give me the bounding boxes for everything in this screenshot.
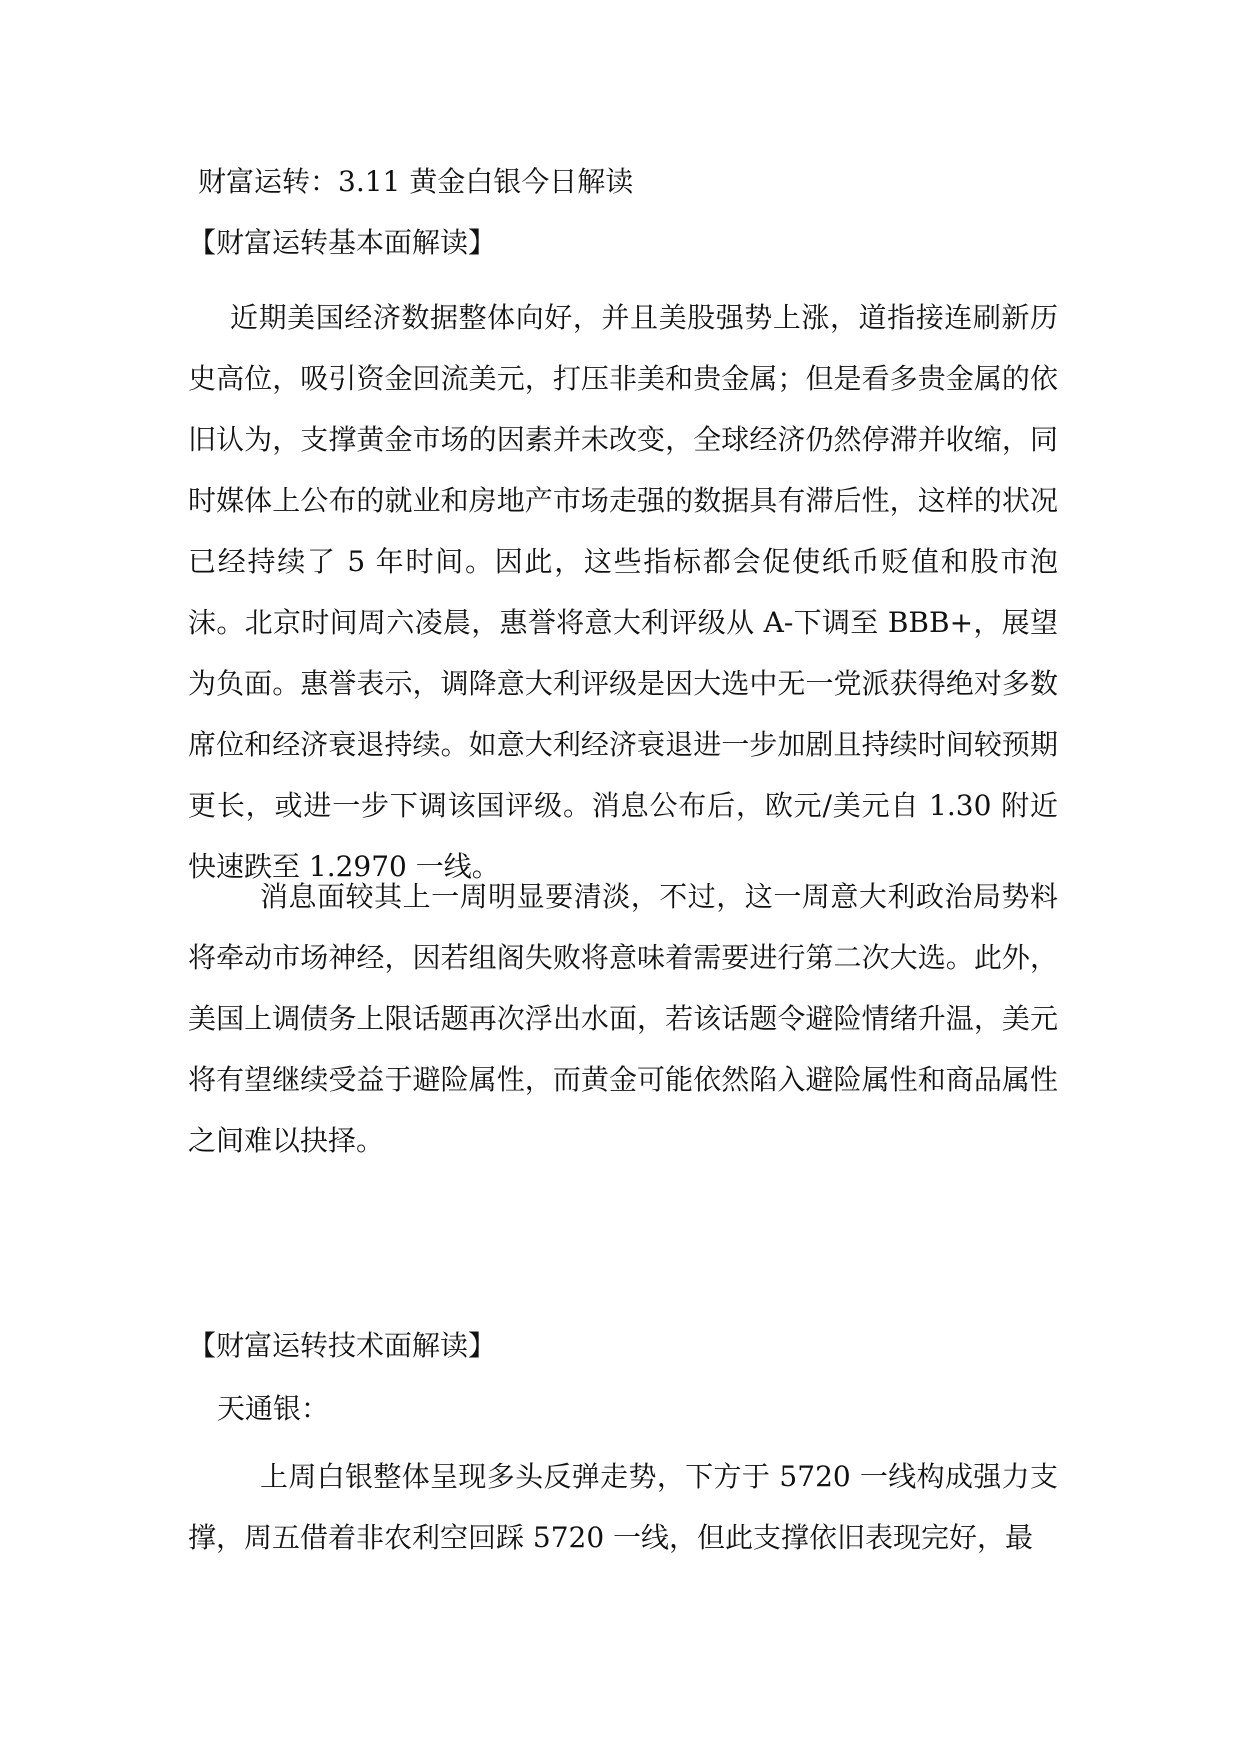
silver-label: 天通银： [217,1392,330,1425]
technical-paragraph: 上周白银整体呈现多头反弹走势，下方于 5720 一线构成强力支撑，周五借着非农利空回踩 5720 一线，但此支撑依旧表现完好，最 [188,1460,1058,1554]
fundamental-paragraph-1: 近期美国经济数据整体向好，并且美股强势上涨，道指接连刷新历史高位，吸引资金回流美元，打压非美和贵金属；但是看多贵金属的依旧认为，支撑黄金市场的因素并未改变，全球经济仍然停滞并收缩，同时媒体上公布的就业和房地产市场走强的数据具有滞后性，这样的状况已经持续了 5 年时间。因此，这些指标都会促使纸币贬值和股市泡沫。北京时间周六凌晨，惠誉将意大利评级从 A-下调至 BBB+，展望为负面。惠誉表示，调降意大利评级是因大选中无一党派获得绝对多数席位和经济衰退持续。如意大利经济衰退进一步加剧且持续时间较预期更长，或进一步下调该国评级。消息公布后，欧元/美元自 1.30 附近快速跌至 1.2970 一线。 [188,301,1058,883]
fundamental-analysis-heading: 【财富运转基本面解读】 [188,226,497,259]
technical-analysis-heading: 【财富运转技术面解读】 [188,1329,497,1362]
document-title: 财富运转：3.11 黄金白银今日解读 [198,165,634,198]
fundamental-paragraph-2: 消息面较其上一周明显要清淡，不过，这一周意大利政治局势料将牵动市场神经，因若组阁失败将意味着需要进行第二次大选。此外，美国上调债务上限话题再次浮出水面，若该话题令避险情绪升温，美元将有望继续受益于避险属性，而黄金可能依然陷入避险属性和商品属性之间难以抉择。 [188,880,1058,1157]
